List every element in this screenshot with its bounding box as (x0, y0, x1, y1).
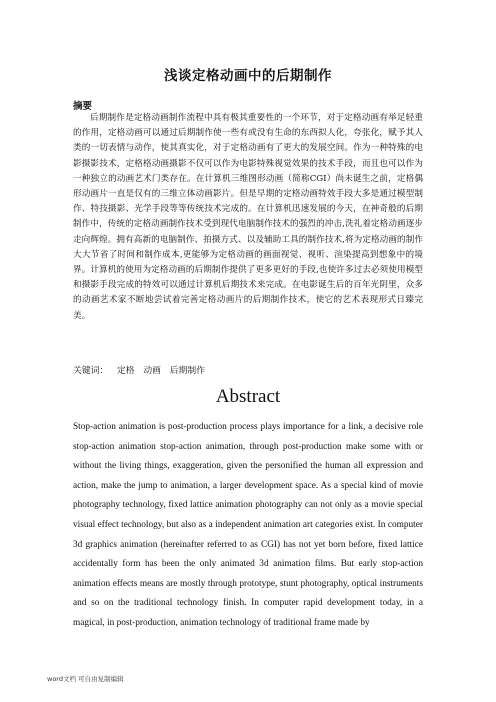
abstract-english-text: Stop-action animation is post-production process plays importance for a link, a decisive role stop-action animation stop-action animation, through post-production make some with or without the living things, exaggeration, given the personified the human all expression and action, make the jump to animation, a larger development space. As a special kind of movie photography technology, fixed lattice animation photography can not only as a movie special visual effect technology, but also as a independent animation art categories exist. In computer 3d graphics animation (hereinafter referred to as CGI) has not yet born before, fixed lattice accidentally form has been the only animated 3d animation films. But early stop-action animation effects means are mostly through prototype, stunt photography, optical instruments and so on the traditional technology finish. In computer rapid development today, in a magical, in post-production, animation technology of traditional frame made by (73, 422, 423, 628)
document-title: 浅谈定格动画中的后期制作 (164, 68, 332, 84)
abstract-english-heading: Abstract (215, 386, 281, 407)
keywords-line: 关键词： 定格 动画 后期制作 (73, 366, 205, 376)
abstract-heading: 摘要 (73, 101, 93, 112)
page-footer: word文档 可自由复制编辑 (47, 675, 124, 683)
abstract-chinese-text: 后期制作是定格动画制作流程中具有极其重要性的一个环节，对于定格动画有举足轻重的作用，定格动画可以通过后期制作使一些有或没有生命的东西拟人化，夸张化，赋予其人类的一切表情与动作，使其真实化，对于定格动画有了更大的发展空间。作为一种特殊的电影摄影技术，定格格动画摄影不仅可以作为电影特殊视觉效果的技术手段，而且也可以作为一种独立的动画艺术门类存在。在计算机三维图形动画（简称CGI）尚未诞生之前，定格偶形动画片一直是仅有的三维立体动画影片。但是早期的定格动画特效手段大多是通过模型制作、特技摄影、光学手段等等传统技术完成的。在计算机迅速发展的今天，在神奇般的后期制作中，传统的定格动画制作技术受到现代电脑制作技术的强烈的冲击,洗礼着定格动画逐步走向辉煌。拥有高新的电脑制作、拍摄方式、以及辅助工具的制作技术,将为定格动画的制作大大节省了时间和制作成本,更能够为定格动画的画面视觉、视听、渲染提高到想象中的境界。计算机的使用为定格动画的后期制作提供了更多更好的手段,也使许多过去必须使用模型和摄影手段完成的特效可以通过计算机后期技术来完成。在电影诞生后的百年光阴里，众多的动画艺术家不断地尝试着完善定格动画片的后期制作技术，使它的艺术表现形式日臻完美。 (73, 113, 423, 321)
